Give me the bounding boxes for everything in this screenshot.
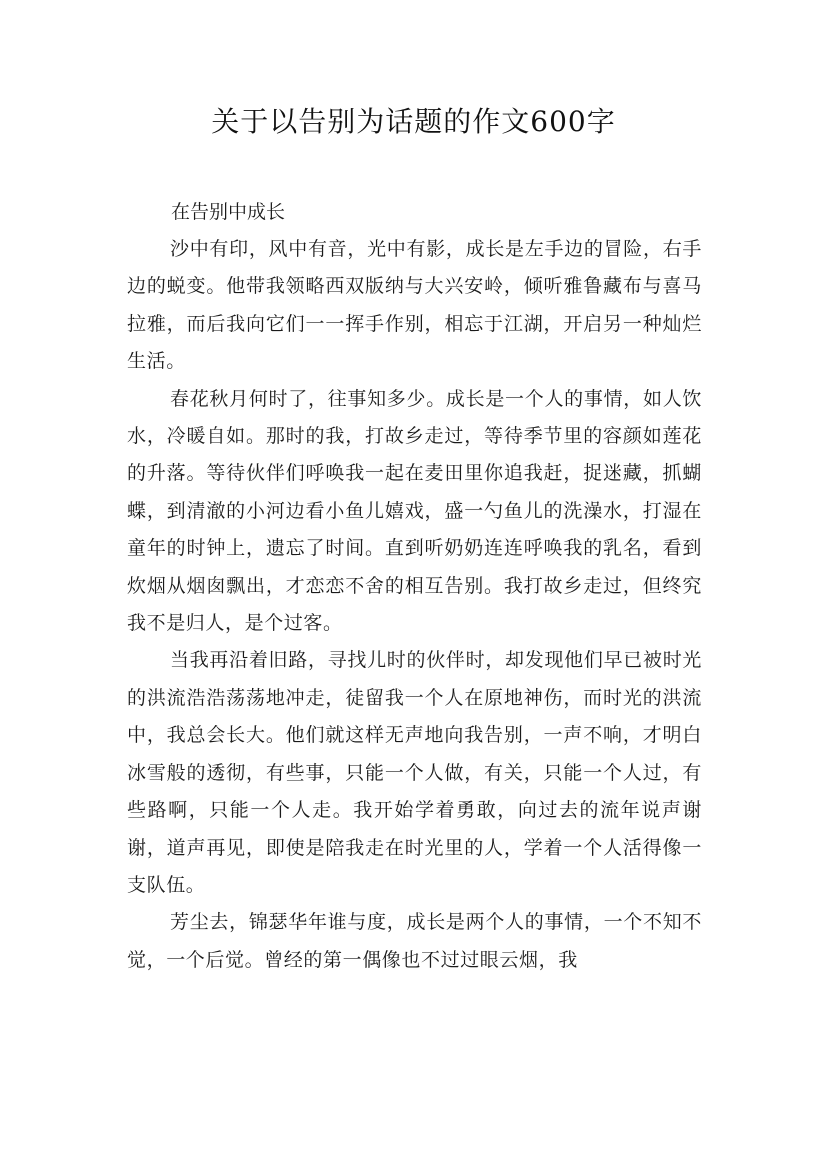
paragraph-4: 芳尘去，锦瑟华年谁与度，成长是两个人的事情，一个不知不觉，一个后觉。曾经的第一偶像也不过过眼云烟，我	[127, 911, 702, 971]
paragraph-1: 沙中有印，风中有音，光中有影，成长是左手边的冒险，右手边的蜕变。他带我领略西双版纳与大兴安岭，倾听雅鲁藏布与喜马拉雅，而后我向它们一一挥手作别，相忘于江湖，开启另一种灿烂生活。	[127, 238, 702, 373]
paragraph-2: 春花秋月何时了，往事知多少。成长是一个人的事情，如人饮水，冷暖自如。那时的我，打故乡走过，等待季节里的容颜如莲花的升落。等待伙伴们呼唤我一起在麦田里你追我赶，捉迷藏，抓蝴蝶，到清澈的小河边看小鱼儿嬉戏，盛一勺鱼儿的洗澡水，打湿在童年的时钟上，遗忘了时间。直到听奶奶连连呼唤我的乳名，看到炊烟从烟囱飘出，才恋恋不舍的相互告别。我打故乡走过，但终究我不是归人，是个过客。	[127, 387, 702, 635]
paragraph-3: 当我再沿着旧路，寻找儿时的伙伴时，却发现他们早已被时光的洪流浩浩荡荡地冲走，徒留我一个人在原地神伤，而时光的洪流中，我总会长大。他们就这样无声地向我告别，一声不响，才明白冰雪般的透彻，有些事，只能一个人做，有关，只能一个人过，有些路啊，只能一个人走。我开始学着勇敢，向过去的流年说声谢谢，道声再见，即使是陪我走在时光里的人，学着一个人活得像一支队伍。	[127, 649, 702, 896]
document-body	[127, 194, 702, 979]
essay-subtitle: 在告别中成长	[171, 201, 286, 223]
document-title: 关于以告别为话题的作文600字	[211, 105, 616, 138]
